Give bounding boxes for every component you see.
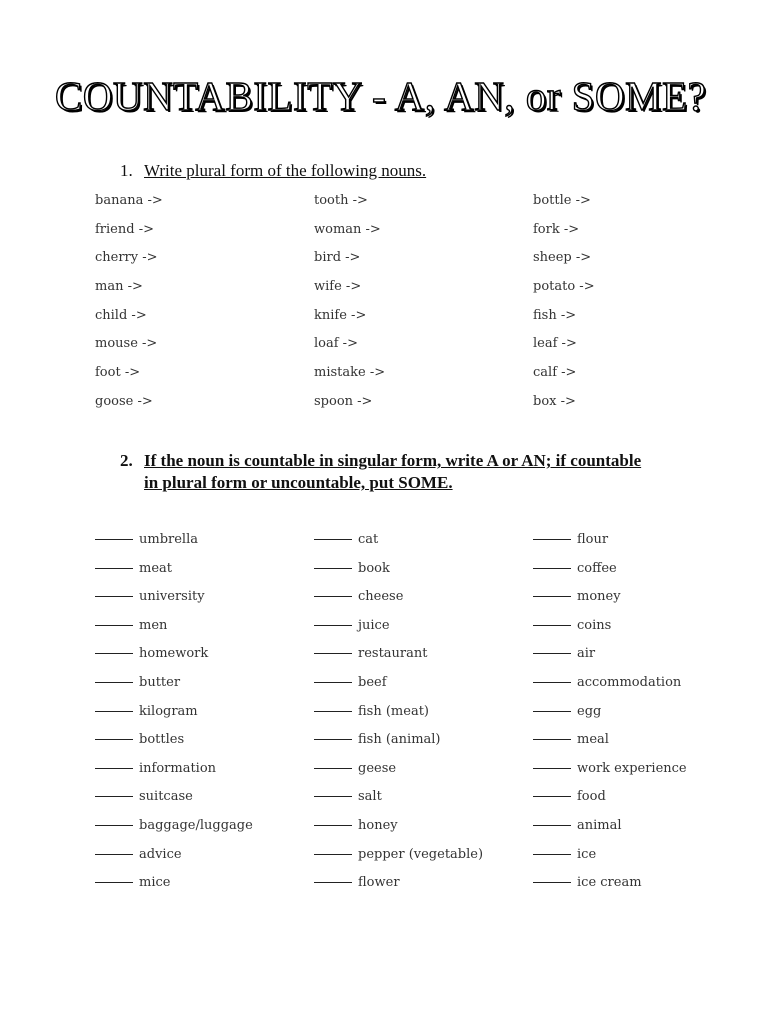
noun-label: beef — [358, 674, 387, 690]
plural-noun-item: friend -> — [95, 221, 154, 237]
article-noun-item — [95, 841, 314, 870]
article-noun-item — [314, 583, 533, 612]
plural-noun-item: foot -> — [95, 365, 141, 381]
answer-blank[interactable] — [314, 596, 352, 597]
plural-noun-item: bird -> — [314, 250, 361, 266]
answer-blank[interactable] — [533, 539, 571, 540]
article-noun-item — [533, 669, 752, 698]
noun-label: fish (meat) — [358, 703, 429, 719]
article-nouns-list — [95, 526, 752, 898]
plural-noun-item: tooth -> — [314, 193, 368, 208]
plural-noun-item: leaf -> — [533, 336, 577, 352]
article-noun-item — [95, 669, 314, 698]
noun-label: coffee — [577, 560, 617, 576]
noun-label: bottles — [139, 732, 185, 748]
answer-blank[interactable] — [95, 568, 133, 569]
answer-blank[interactable] — [95, 882, 133, 883]
article-noun-item — [533, 841, 752, 870]
noun-label: men — [139, 617, 168, 633]
answer-blank[interactable] — [533, 768, 571, 769]
article-noun-item — [533, 640, 752, 669]
noun-label: baggage/luggage — [139, 817, 253, 833]
answer-blank[interactable] — [95, 796, 133, 797]
noun-label: money — [577, 589, 621, 605]
noun-label: umbrella — [139, 532, 198, 547]
answer-blank[interactable] — [533, 568, 571, 569]
plural-noun-item: calf -> — [533, 365, 577, 381]
plural-noun-item: sheep -> — [533, 250, 592, 266]
plural-noun-item: child -> — [95, 307, 147, 323]
plural-noun-item: man -> — [95, 279, 143, 295]
noun-label: food — [577, 789, 606, 805]
noun-label: ice — [577, 846, 597, 862]
answer-blank[interactable] — [314, 625, 352, 626]
noun-label: information — [139, 760, 217, 776]
answer-blank[interactable] — [314, 768, 352, 769]
answer-blank[interactable] — [533, 625, 571, 626]
noun-label: accommodation — [577, 674, 682, 690]
plural-noun-item: knife -> — [314, 307, 367, 323]
answer-blank[interactable] — [314, 568, 352, 569]
noun-label: cheese — [358, 589, 404, 605]
answer-blank[interactable] — [95, 539, 133, 540]
answer-blank[interactable] — [533, 825, 571, 826]
noun-label: work experience — [577, 760, 687, 776]
article-noun-item — [533, 583, 752, 612]
article-noun-item — [314, 698, 533, 727]
worksheet-title: COUNTABILITY - A, AN, or SOME? — [55, 73, 707, 119]
noun-label: kilogram — [139, 703, 198, 719]
plural-noun-item: loaf -> — [314, 336, 358, 352]
noun-label: homework — [139, 646, 209, 662]
article-noun-item — [533, 755, 752, 784]
answer-blank[interactable] — [533, 739, 571, 740]
noun-label: juice — [358, 617, 390, 633]
article-noun-item — [533, 869, 752, 898]
plural-noun-item: box -> — [533, 393, 576, 409]
article-noun-item — [533, 526, 752, 555]
noun-label: geese — [358, 760, 397, 776]
section1-heading-text: Write plural form of the following nouns. — [144, 161, 427, 180]
answer-blank[interactable] — [314, 539, 352, 540]
noun-label: mice — [139, 875, 171, 891]
noun-label: salt — [358, 789, 382, 805]
noun-label: cat — [358, 532, 379, 547]
answer-blank[interactable] — [533, 854, 571, 855]
answer-blank[interactable] — [314, 854, 352, 855]
noun-label: flour — [577, 532, 609, 547]
answer-blank[interactable] — [95, 768, 133, 769]
plural-noun-item: spoon -> — [314, 393, 373, 409]
answer-blank[interactable] — [533, 796, 571, 797]
answer-blank[interactable] — [95, 596, 133, 597]
noun-label: suitcase — [139, 789, 193, 805]
noun-label: animal — [577, 817, 622, 833]
noun-label: advice — [139, 846, 182, 862]
section2-heading — [120, 450, 641, 494]
article-noun-item — [95, 726, 314, 755]
article-noun-item — [95, 812, 314, 841]
section2-number: 2. — [120, 451, 133, 470]
article-noun-item — [533, 812, 752, 841]
noun-label: meal — [577, 732, 609, 748]
answer-blank[interactable] — [314, 739, 352, 740]
noun-label: flower — [358, 875, 400, 891]
answer-blank[interactable] — [95, 711, 133, 712]
article-noun-item — [95, 869, 314, 898]
noun-label: ice cream — [577, 875, 642, 891]
noun-label: meat — [139, 560, 172, 576]
article-noun-item — [95, 526, 314, 555]
article-noun-item — [533, 612, 752, 641]
article-noun-item — [314, 640, 533, 669]
answer-blank[interactable] — [95, 739, 133, 740]
answer-blank[interactable] — [314, 711, 352, 712]
answer-blank[interactable] — [95, 653, 133, 654]
noun-label: pepper (vegetable) — [358, 846, 484, 862]
plural-noun-item: potato -> — [533, 279, 595, 295]
section1-number: 1. — [120, 161, 133, 180]
answer-blank[interactable] — [314, 653, 352, 654]
article-noun-item — [314, 841, 533, 870]
answer-blank[interactable] — [95, 854, 133, 855]
article-noun-item — [314, 812, 533, 841]
article-noun-item — [95, 583, 314, 612]
answer-blank[interactable] — [95, 825, 133, 826]
noun-label: restaurant — [358, 646, 428, 662]
article-noun-item — [314, 555, 533, 584]
answer-blank[interactable] — [533, 653, 571, 654]
plural-noun-item: goose -> — [95, 393, 153, 409]
plural-nouns-list — [95, 187, 752, 417]
article-noun-item — [314, 612, 533, 641]
answer-blank[interactable] — [314, 825, 352, 826]
answer-blank[interactable] — [95, 625, 133, 626]
article-noun-item — [314, 783, 533, 812]
article-noun-item — [95, 783, 314, 812]
article-noun-item — [95, 555, 314, 584]
noun-label: university — [139, 589, 205, 605]
article-noun-item — [314, 669, 533, 698]
plural-noun-item: mistake -> — [314, 365, 386, 381]
answer-blank[interactable] — [533, 882, 571, 883]
noun-label: coins — [577, 617, 612, 633]
article-noun-item — [95, 612, 314, 641]
article-noun-item — [314, 755, 533, 784]
noun-label: egg — [577, 703, 602, 719]
answer-blank[interactable] — [95, 682, 133, 683]
article-noun-item — [533, 783, 752, 812]
noun-label: butter — [139, 674, 181, 690]
plural-noun-item: cherry -> — [95, 250, 158, 266]
answer-blank[interactable] — [314, 882, 352, 883]
answer-blank[interactable] — [314, 796, 352, 797]
answer-blank[interactable] — [533, 596, 571, 597]
noun-label: fish (animal) — [358, 732, 441, 748]
section2-heading-line1: If the noun is countable in singular form, write A or AN; if countable — [144, 451, 642, 470]
answer-blank[interactable] — [533, 711, 571, 712]
plural-noun-item: fork -> — [533, 221, 580, 237]
article-noun-item — [533, 698, 752, 727]
article-noun-item — [314, 869, 533, 898]
article-noun-item — [314, 526, 533, 555]
noun-label: air — [577, 646, 596, 662]
plural-noun-item: fish -> — [533, 307, 577, 323]
section1-heading — [120, 160, 426, 182]
article-noun-item — [95, 640, 314, 669]
answer-blank[interactable] — [314, 682, 352, 683]
plural-noun-item: bottle -> — [533, 193, 591, 208]
plural-noun-item: wife -> — [314, 279, 362, 295]
answer-blank[interactable] — [533, 682, 571, 683]
noun-label: honey — [358, 817, 398, 833]
noun-label: book — [358, 560, 390, 576]
plural-noun-item: mouse -> — [95, 336, 158, 352]
article-noun-item — [533, 726, 752, 755]
article-noun-item — [95, 755, 314, 784]
plural-noun-item: woman -> — [314, 221, 381, 237]
section2-heading-line2: in plural form or uncountable, put SOME. — [144, 473, 453, 492]
article-noun-item — [533, 555, 752, 584]
article-noun-item — [95, 698, 314, 727]
plural-noun-item: banana -> — [95, 193, 163, 208]
article-noun-item — [314, 726, 533, 755]
